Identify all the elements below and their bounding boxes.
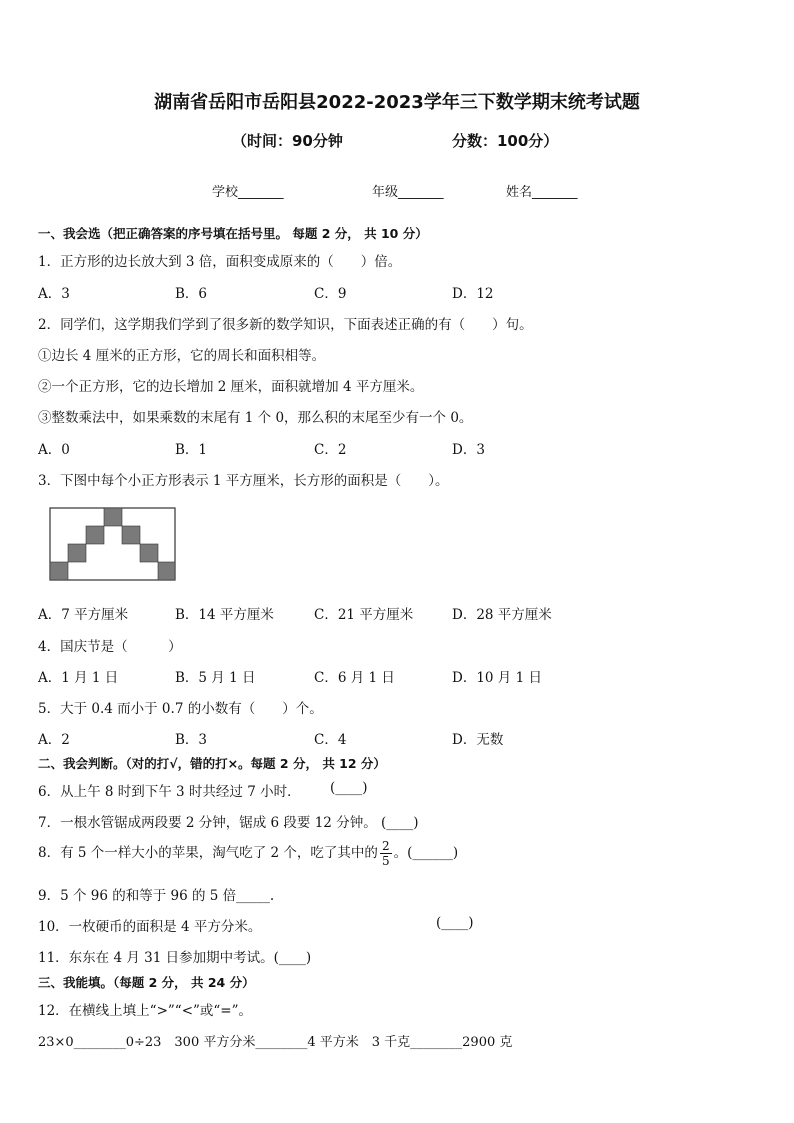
exam-title: 湖南省岳阳市岳阳县2022-2023学年三下数学期末统考试题 bbox=[154, 92, 640, 113]
q10-answer-blank[interactable]: (____) bbox=[436, 915, 474, 931]
q9-text: 9．5 个 96 的和等于 96 的 5 倍_____. bbox=[38, 888, 275, 904]
q3-rectangle-figure bbox=[49, 507, 177, 581]
q6-answer-blank[interactable]: (____) bbox=[330, 780, 368, 796]
q2-statement-2: ②一个正方形，它的边长增加 2 厘米，面积就增加 4 平方厘米。 bbox=[38, 379, 424, 395]
q5-option-b[interactable]: B．3 bbox=[175, 732, 208, 748]
q1-text: 1．正方形的边长放大到 3 倍，面积变成原来的（ ）倍。 bbox=[38, 254, 402, 270]
q2-statement-3: ③整数乘法中，如果乘数的末尾有 1 个 0，那么积的末尾至少有一个 0。 bbox=[38, 410, 473, 426]
q1-option-a[interactable]: A．3 bbox=[38, 286, 70, 302]
q8-answer-blank[interactable]: 。(______) bbox=[393, 845, 459, 861]
exam-score: 分数：100分） bbox=[452, 132, 559, 150]
q2-option-b[interactable]: B．1 bbox=[175, 442, 208, 458]
exam-time: （时间：90分钟 bbox=[232, 132, 343, 150]
q3-option-c[interactable]: C．21 平方厘米 bbox=[314, 607, 414, 623]
q2-statement-1: ①边长 4 厘米的正方形，它的周长和面积相等。 bbox=[38, 348, 326, 364]
q10-text: 10．一枚硬币的面积是 4 平方分米。 bbox=[38, 919, 262, 935]
q4-option-a[interactable]: A．1 月 1 日 bbox=[38, 670, 119, 686]
q4-option-d[interactable]: D．10 月 1 日 bbox=[452, 670, 542, 686]
q4-option-b[interactable]: B．5 月 1 日 bbox=[175, 670, 256, 686]
name-field[interactable]: 姓名_______ bbox=[506, 185, 578, 200]
q3-option-a[interactable]: A．7 平方厘米 bbox=[38, 607, 129, 623]
section-3-heading: 三、我能填。（每题 2 分， 共 24 分） bbox=[38, 975, 255, 990]
q5-option-a[interactable]: A．2 bbox=[38, 732, 70, 748]
school-field[interactable]: 学校_______ bbox=[212, 185, 284, 200]
q8-fraction-denominator: 5 bbox=[381, 854, 390, 868]
section-2-heading: 二、我会判断。（对的打√，错的打×。每题 2 分， 共 12 分） bbox=[38, 756, 386, 771]
section-1-heading: 一、我会选（把正确答案的序号填在括号里。 每题 2 分， 共 10 分） bbox=[38, 226, 428, 241]
q5-option-d[interactable]: D．无数 bbox=[452, 732, 504, 748]
q4-option-c[interactable]: C．6 月 1 日 bbox=[314, 670, 395, 686]
q2-text: 2．同学们，这学期我们学到了很多新的数学知识，下面表述正确的有（ ）句。 bbox=[38, 317, 533, 333]
q1-option-b[interactable]: B．6 bbox=[175, 286, 208, 302]
q6-text: 6．从上午 8 时到下午 3 时共经过 7 小时． bbox=[38, 784, 301, 800]
q5-text: 5．大于 0.4 而小于 0.7 的小数有（ ）个。 bbox=[38, 701, 323, 717]
q8-text: 8．有 5 个一样大小的苹果，淘气吃了 2 个，吃了其中的 bbox=[38, 845, 378, 861]
q3-option-d[interactable]: D．28 平方厘米 bbox=[452, 607, 552, 623]
q8-line bbox=[38, 840, 458, 867]
q7-text: 7．一根水管锯成两段要 2 分钟，锯成 6 段要 12 分钟。 (____) bbox=[38, 815, 419, 831]
q2-option-c[interactable]: C．2 bbox=[314, 442, 347, 458]
q8-fraction-numerator: 2 bbox=[381, 839, 390, 853]
q12-expressions[interactable]: 23×0________0÷23 300 平方分米________4 平方米 3 千克________2900 克 bbox=[38, 1035, 513, 1050]
q3-option-b[interactable]: B．14 平方厘米 bbox=[175, 607, 274, 623]
grade-field[interactable]: 年级_______ bbox=[372, 185, 444, 200]
q1-option-c[interactable]: C．9 bbox=[314, 286, 347, 302]
q11-text: 11．东东在 4 月 31 日参加期中考试。(____) bbox=[38, 950, 312, 966]
q12-text: 12．在横线上填上“>”“<”或“=”。 bbox=[38, 1003, 253, 1019]
q3-text: 3．下图中每个小正方形表示 1 平方厘米，长方形的面积是（ ）。 bbox=[38, 473, 449, 489]
q2-option-a[interactable]: A．0 bbox=[38, 442, 70, 458]
q1-option-d[interactable]: D．12 bbox=[452, 286, 494, 302]
q2-option-d[interactable]: D．3 bbox=[452, 442, 485, 458]
q8-fraction bbox=[380, 840, 392, 867]
q4-text: 4．国庆节是（ ） bbox=[38, 639, 182, 655]
q5-option-c[interactable]: C．4 bbox=[314, 732, 347, 748]
